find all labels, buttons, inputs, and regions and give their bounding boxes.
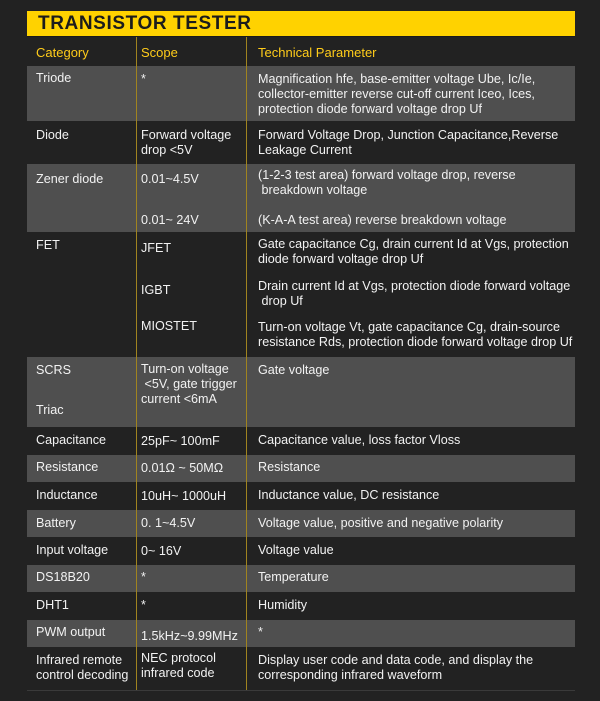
parameter-cell: Humidity — [258, 598, 307, 612]
parameter-cell: Inductance value, DC resistance — [258, 488, 440, 502]
table-row-fet — [27, 232, 575, 356]
category-cell: DS18B20 — [36, 570, 90, 584]
parameter-cell: Gate voltage — [258, 363, 330, 377]
page-title: TRANSISTOR TESTER — [38, 13, 252, 34]
parameter-cell: Voltage value — [258, 543, 334, 557]
parameter-cell: Voltage value, positive and negative polarity — [258, 516, 504, 530]
category-cell: Zener diode — [36, 172, 104, 186]
category-cell: Diode — [36, 128, 69, 142]
table-row-inductance — [27, 482, 575, 510]
parameter-cell: Drain current Id at Vgs, protection diode forward voltage drop Uf — [258, 279, 571, 308]
table-row-triode — [27, 66, 575, 121]
parameter-cell: Display user code and data code, and display the corresponding infrared waveform — [258, 653, 534, 682]
parameter-cell: Capacitance value, loss factor Vloss — [258, 433, 461, 447]
parameter-cell: Forward Voltage Drop, Junction Capacitance,Reverse Leakage Current — [258, 128, 559, 157]
scope-cell: NEC protocol infrared code — [141, 651, 216, 680]
scope-cell: Turn-on voltage <5V, gate trigger current <6mA — [141, 362, 237, 406]
scope-cell: MIOSTET — [141, 319, 197, 333]
category-cell: DHT1 — [36, 598, 69, 612]
category-cell: Inductance — [36, 488, 98, 502]
category-cell: Battery — [36, 516, 76, 530]
table-row-infrared-remote — [27, 647, 575, 690]
scope-cell: 0. 1~4.5V — [141, 516, 196, 530]
scope-cell: 0.01~ 24V — [141, 213, 199, 227]
parameter-cell: Temperature — [258, 570, 329, 584]
scope-cell: IGBT — [141, 283, 171, 297]
parameter-cell: * — [258, 625, 263, 639]
table-row-diode — [27, 122, 575, 163]
category-cell: Triode — [36, 71, 72, 85]
table-row-scrs — [27, 357, 575, 427]
category-cell: Infrared remote control decoding — [36, 653, 129, 682]
parameter-cell: (K-A-A test area) reverse breakdown voltage — [258, 213, 507, 227]
table-row-dht1 — [27, 592, 575, 620]
column-divider — [246, 37, 247, 690]
category-cell: Triac — [36, 403, 64, 417]
column-header-scope: Scope — [141, 45, 178, 60]
scope-cell: * — [141, 598, 146, 612]
table-header — [27, 39, 575, 66]
column-divider — [136, 37, 137, 690]
category-cell: Capacitance — [36, 433, 107, 447]
parameter-cell: Gate capacitance Cg, drain current Id at Vgs, protection diode forward voltage drop Uf — [258, 237, 569, 266]
table-row-input-voltage — [27, 537, 575, 565]
scope-cell: Forward voltage drop <5V — [141, 128, 232, 157]
scope-cell: * — [141, 72, 146, 86]
scope-cell: 25pF~ 100mF — [141, 434, 220, 448]
column-header-category: Category — [36, 45, 89, 60]
category-cell: PWM output — [36, 625, 106, 639]
category-cell: FET — [36, 238, 60, 252]
category-cell: Input voltage — [36, 543, 109, 557]
table-row-capacitance — [27, 427, 575, 455]
scope-cell: * — [141, 570, 146, 584]
parameter-cell: Turn-on voltage Vt, gate capacitance Cg, drain-source resistance Rds, protection diode forward voltage drop Uf — [258, 320, 573, 349]
parameter-cell: Magnification hfe, base-emitter voltage Ube, Ic/Ie, collector-emitter reverse cut-off current Iceo, Ices, protection diode forward voltage drop Uf — [258, 72, 536, 116]
parameter-cell: Resistance — [258, 460, 321, 474]
table-row-zener-diode — [27, 164, 575, 232]
table-bottom-border — [27, 690, 575, 691]
table-row-ds18b20 — [27, 565, 575, 592]
scope-cell: JFET — [141, 241, 172, 255]
scope-cell: 0.01~4.5V — [141, 172, 199, 186]
scope-cell: 0.01Ω ~ 50MΩ — [141, 461, 224, 475]
column-header-parameter: Technical Parameter — [258, 45, 377, 60]
scope-cell: 0~ 16V — [141, 544, 182, 558]
table-row-pwm-output — [27, 620, 575, 647]
table-row-battery — [27, 510, 575, 537]
scope-cell: 10uH~ 1000uH — [141, 489, 227, 503]
title-banner — [27, 11, 575, 37]
scope-cell: 1.5kHz~9.99MHz — [141, 629, 238, 643]
category-cell: Resistance — [36, 460, 99, 474]
category-cell: SCRS — [36, 363, 71, 377]
parameter-cell: (1-2-3 test area) forward voltage drop, reverse breakdown voltage — [258, 168, 516, 197]
table-row-resistance — [27, 455, 575, 482]
